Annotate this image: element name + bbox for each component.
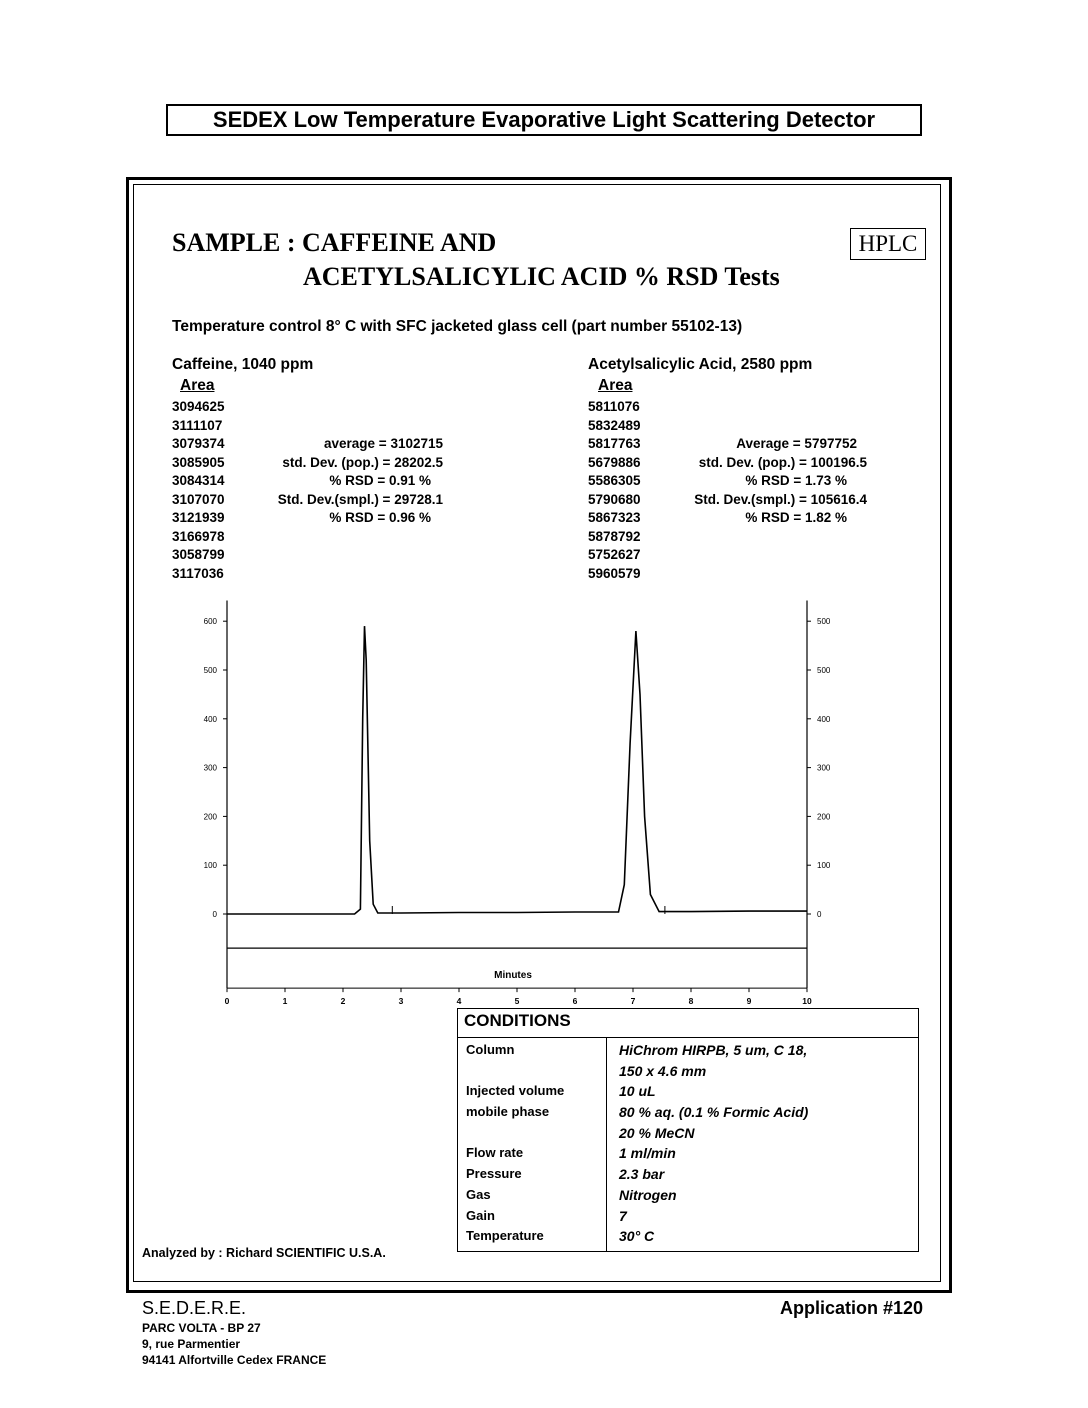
right-y-tick-label: 0 — [817, 910, 822, 919]
acetylsalicylic-area-value: 5960579 — [588, 565, 641, 581]
condition-label-injected-volume: Injected volume — [466, 1083, 565, 1099]
x-tick-label: 7 — [630, 996, 636, 1007]
conditions-values — [607, 1038, 919, 1252]
address-line-3: 94141 Alfortville Cedex FRANCE — [142, 1353, 327, 1367]
condition-value-mobile-phase-1: 80 % aq. (0.1 % Formic Acid) — [619, 1104, 809, 1121]
x-tick-label: 9 — [746, 996, 752, 1007]
caffeine-area-value: 3084314 — [172, 473, 225, 488]
left-y-tick-label: 400 — [203, 714, 217, 724]
caffeine-rsd-pop: % RSD = 0.91 % — [329, 473, 431, 488]
document-header-title: SEDEX Low Temperature Evaporative Light Scattering Detector — [166, 104, 922, 136]
condition-label-gas: Gas — [466, 1186, 491, 1202]
caffeine-area-value: 3085905 — [172, 454, 225, 470]
acetylsalicylic-area-list — [588, 398, 641, 583]
acetylsalicylic-area-value: 5679886 — [588, 454, 641, 470]
left-y-tick-label: 300 — [203, 763, 217, 773]
acetylsalicylic-rsd-smpl: % RSD = 1.82 % — [745, 510, 847, 525]
chromatogram-trace — [227, 626, 807, 914]
x-axis-label: Minutes — [494, 970, 532, 981]
company-name: S.E.D.E.R.E. — [142, 1298, 247, 1318]
application-number: Application #120 — [780, 1298, 924, 1318]
caffeine-area-value: 3107070 — [172, 491, 225, 507]
x-tick-label: 3 — [398, 996, 404, 1007]
acetylsalicylic-area-value: 5752627 — [588, 547, 641, 562]
acetylsalicylic-area-value: 5811076 — [588, 399, 640, 414]
left-y-tick-label: 600 — [203, 617, 217, 627]
caffeine-area-value: 3111107 — [172, 417, 223, 433]
x-tick-label: 6 — [572, 996, 578, 1007]
caffeine-heading: Caffeine, 1040 ppm — [172, 356, 314, 373]
condition-label-flow-rate: Flow rate — [466, 1145, 524, 1161]
x-tick-label: 2 — [340, 996, 346, 1007]
acetylsalicylic-std-pop: std. Dev. (pop.) = 100196.5 — [698, 454, 867, 470]
condition-value-column-2: 150 x 4.6 mm — [619, 1062, 707, 1079]
chart-axes — [227, 601, 807, 989]
acetylsalicylic-area-header: Area — [598, 377, 633, 394]
condition-label-pressure: Pressure — [466, 1166, 522, 1182]
condition-value-temperature: 30° C — [619, 1228, 655, 1245]
caffeine-area-value: 3079374 — [172, 436, 225, 451]
conditions-labels — [458, 1038, 607, 1252]
x-tick-label: 0 — [224, 996, 230, 1007]
hplc-badge: HPLC — [850, 228, 926, 260]
acetylsalicylic-rsd-pop: % RSD = 1.73 % — [745, 473, 847, 488]
address-line-1: PARC VOLTA - BP 27 — [142, 1321, 261, 1335]
condition-value-injected-volume: 10 uL — [619, 1083, 656, 1100]
x-tick-label: 5 — [514, 996, 520, 1007]
right-y-tick-label: 400 — [817, 714, 831, 724]
caffeine-area-header: Area — [180, 377, 215, 394]
acetylsalicylic-area-value: 5878792 — [588, 528, 641, 544]
analyzed-by: Analyzed by : Richard SCIENTIFIC U.S.A. — [142, 1246, 386, 1260]
right-y-tick-label: 300 — [817, 763, 831, 773]
acetylsalicylic-area-value: 5790680 — [588, 491, 641, 507]
sample-title-line1: SAMPLE : CAFFEINE AND — [172, 228, 497, 257]
condition-value-gain: 7 — [619, 1207, 627, 1224]
condition-value-pressure: 2.3 bar — [619, 1166, 665, 1183]
left-y-tick-label: 100 — [203, 861, 217, 871]
x-tick-label: 4 — [456, 996, 462, 1007]
acetylsalicylic-stats — [655, 435, 867, 528]
condition-value-gas: Nitrogen — [619, 1186, 677, 1203]
acetylsalicylic-heading: Acetylsalicylic Acid, 2580 ppm — [588, 356, 813, 373]
conditions-title: CONDITIONS — [458, 1009, 919, 1038]
right-y-tick-label: 500 — [817, 617, 831, 627]
caffeine-stats — [240, 435, 443, 528]
left-y-tick-label: 200 — [203, 812, 217, 822]
caffeine-area-list — [172, 398, 225, 583]
condition-label-temperature: Temperature — [466, 1228, 544, 1244]
caffeine-std-smpl: Std. Dev.(smpl.) = 29728.1 — [277, 491, 443, 507]
conditions-table — [457, 1008, 919, 1252]
caffeine-area-value: 3166978 — [172, 528, 225, 544]
chromatogram-chart — [185, 598, 835, 1007]
condition-label-gain: Gain — [466, 1207, 495, 1223]
condition-value-mobile-phase-2: 20 % MeCN — [619, 1124, 695, 1141]
x-tick-label: 10 — [802, 996, 812, 1007]
condition-label-column: Column — [466, 1042, 515, 1057]
x-tick-label: 8 — [688, 996, 694, 1007]
right-y-tick-label: 100 — [817, 861, 831, 871]
x-tick-label: 1 — [282, 996, 288, 1007]
caffeine-average: average = 3102715 — [324, 436, 443, 451]
caffeine-area-value: 3058799 — [172, 547, 225, 562]
caffeine-std-pop: std. Dev. (pop.) = 28202.5 — [282, 454, 443, 470]
acetylsalicylic-std-smpl: Std. Dev.(smpl.) = 105616.4 — [694, 491, 867, 507]
acetylsalicylic-area-value: 5586305 — [588, 473, 641, 488]
condition-value-flow-rate: 1 ml/min — [619, 1145, 676, 1162]
left-y-tick-label: 500 — [203, 666, 217, 675]
caffeine-area-value: 3117036 — [172, 565, 224, 581]
caffeine-area-value: 3121939 — [172, 510, 225, 525]
acetylsalicylic-area-value: 5817763 — [588, 436, 641, 451]
caffeine-rsd-smpl: % RSD = 0.96 % — [329, 510, 431, 525]
acetylsalicylic-average: Average = 5797752 — [736, 436, 857, 451]
right-y-tick-label: 500 — [817, 666, 831, 675]
acetylsalicylic-area-value: 5867323 — [588, 510, 641, 525]
right-y-tick-label: 200 — [817, 812, 831, 822]
sample-subtitle: Temperature control 8° C with SFC jacketed glass cell (part number 55102-13) — [172, 318, 743, 335]
condition-label-mobile-phase: mobile phase — [466, 1104, 550, 1120]
acetylsalicylic-area-value: 5832489 — [588, 417, 641, 433]
sample-title-line2: ACETYLSALICYLIC ACID % RSD Tests — [303, 262, 780, 291]
condition-value-column-1: HiChrom HIRPB, 5 um, C 18, — [619, 1042, 808, 1058]
caffeine-area-value: 3094625 — [172, 399, 225, 414]
address-line-2: 9, rue Parmentier — [142, 1337, 241, 1351]
left-y-tick-label: 0 — [212, 910, 217, 919]
